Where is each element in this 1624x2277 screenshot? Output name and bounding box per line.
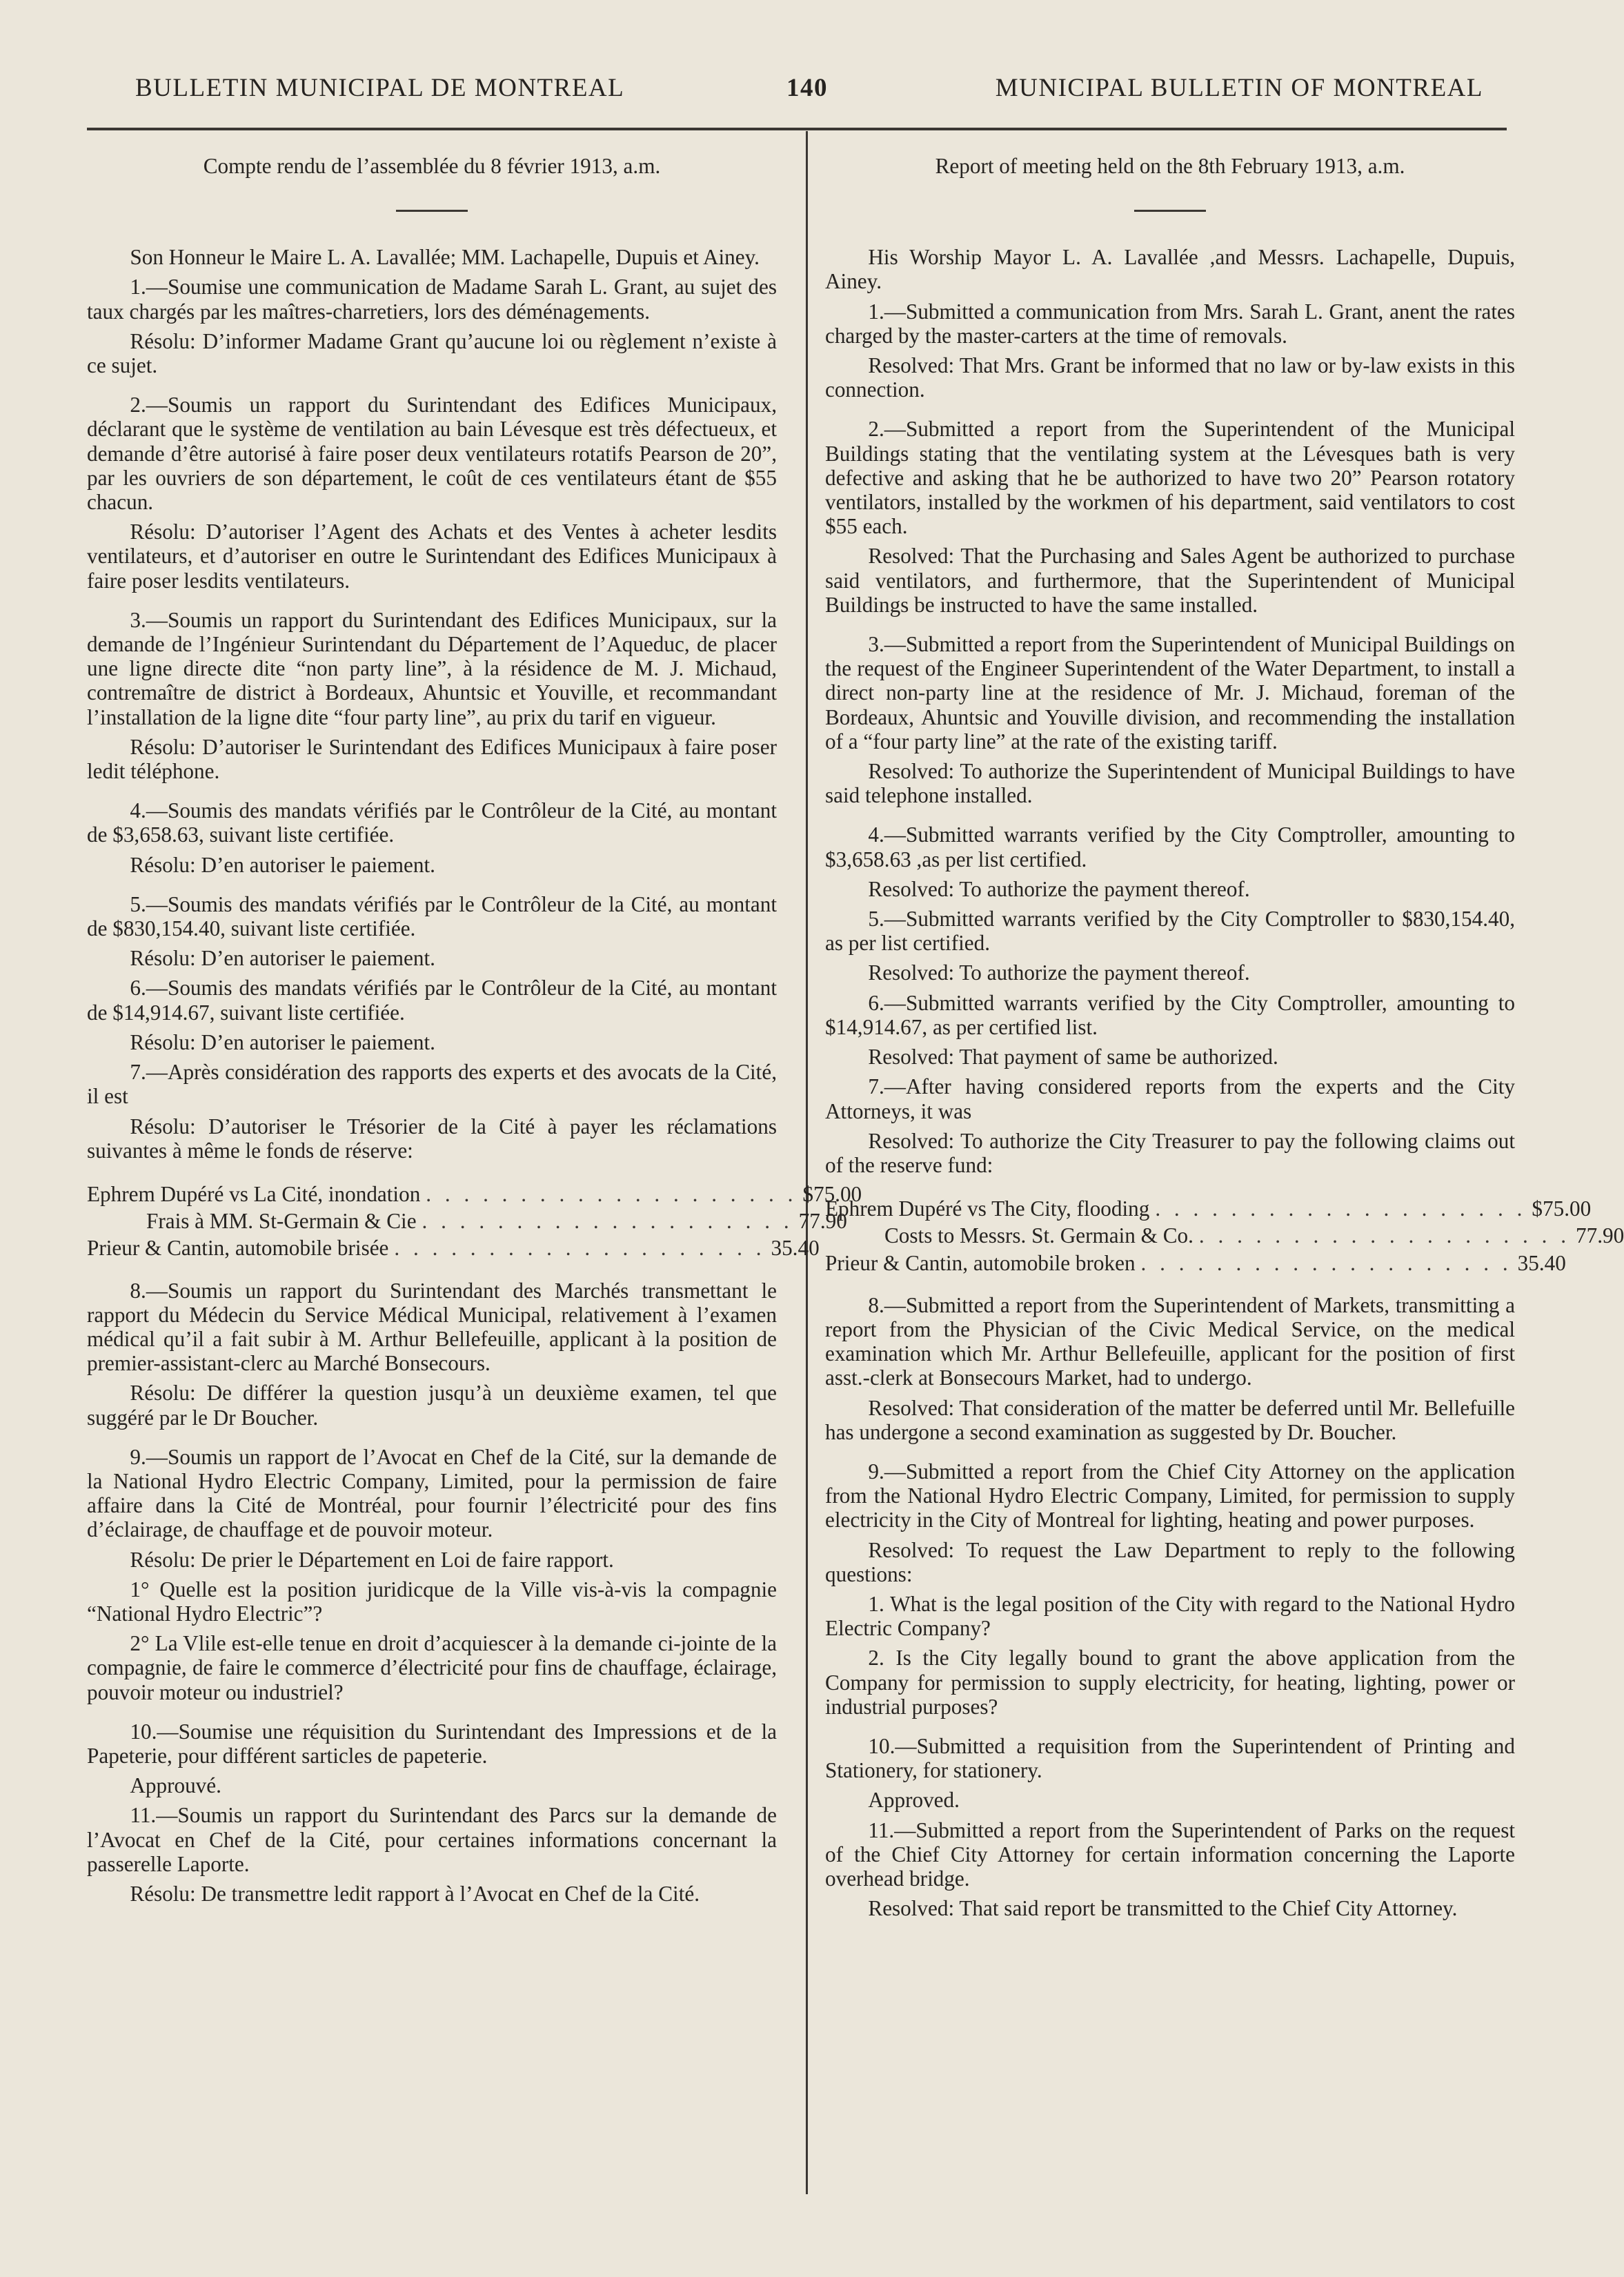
resolution-paragraph: Resolved: That payment of same be authorized.: [868, 1045, 1278, 1070]
attendance-paragraph: Son Honneur le Maire L. A. Lavallée; MM. Lachapelle, Dupuis et Ainey.: [130, 245, 760, 270]
minute-paragraph: 8.—Submitted a report from the Superintendent of Markets, transmitting a report from the Physician of the Civic Medical Service, on the medical examination which Mr. Arthur Bellefeuille, applicant for the position of first asst.-clerk at Bonsecours Market, had to undergo.: [825, 1292, 1515, 1390]
resolution-paragraph: Resolved: That consideration of the matter be deferred until Mr. Bellefuille has undergone a second examination as suggested by Dr. Boucher.: [825, 1395, 1515, 1444]
column-divider: [806, 131, 808, 2194]
resolution-paragraph: Resolved: To authorize the payment thereof.: [868, 960, 1250, 985]
minute-paragraph: 7.—Après considération des rapports des experts et des avocats de la Cité, il est: [87, 1060, 777, 1109]
claim-amount: $75.00: [802, 1181, 862, 1206]
minute-paragraph: 4.—Soumis des mandats vérifiés par le Contrôleur de la Cité, au montant de $3,658.63, suivant liste certifiée.: [87, 798, 777, 847]
resolution-paragraph: Resolved: To authorize the Superintendent of Municipal Buildings to have said telephone installed.: [825, 759, 1515, 808]
question-paragraph: 1° Quelle est la position juridicque de la Ville vis-à-vis la compagnie “National Hydro Electric”?: [87, 1577, 777, 1626]
minute-paragraph: 10.—Soumise une réquisition du Surintendant des Impressions et de la Papeterie, pour différent sarticles de papeterie.: [87, 1719, 777, 1768]
page-number: 140: [786, 74, 828, 102]
claim-amount: $75.00: [1532, 1196, 1592, 1221]
minute-paragraph: 11.—Soumis un rapport du Surintendant des Parcs sur la demande de l’Avocat en Chef de la Cité, pour certaines informations concernant la passerelle Laporte.: [87, 1803, 777, 1876]
resolution-paragraph: Resolved: To authorize the City Treasurer to pay the following claims out of the reserve fund:: [825, 1128, 1515, 1177]
meeting-title-english: Report of meeting held on the 8th February 1913, a.m.: [935, 154, 1405, 178]
minute-paragraph: 1.—Soumise une communication de Madame Sarah L. Grant, au sujet des taux chargés par les maîtres-charretiers, lors des déménagements.: [87, 275, 777, 324]
resolution-paragraph: Resolved: That said report be transmitted to the Chief City Attorney.: [868, 1896, 1458, 1921]
resolution-paragraph: Approuvé.: [130, 1773, 221, 1798]
claim-amount: 77.90: [798, 1209, 847, 1234]
resolution-paragraph: Approved.: [868, 1788, 960, 1813]
claims-list: [825, 1196, 1624, 1275]
claim-row: [87, 1209, 847, 1234]
minute-paragraph: 9.—Submitted a report from the Chief City Attorney on the application from the National Hydro Electric Company, Limited, for permission to supply electricity in the City of Montreal for lighting, heating and power purposes.: [825, 1459, 1515, 1532]
claims-list: [87, 1181, 862, 1261]
claim-description: Frais à MM. St-Germain & Cie: [146, 1209, 417, 1234]
claim-amount: 77.90: [1576, 1223, 1624, 1248]
resolution-paragraph: Resolved: To request the Law Department to reply to the following questions:: [825, 1537, 1515, 1586]
claim-description: Ephrem Dupéré vs The City, flooding: [825, 1196, 1150, 1221]
minute-paragraph: 3.—Submitted a report from the Superintendent of Municipal Buildings on the request of the Engineer Superintendent of the Water Department, to install a direct non-party line at the residence of Mr. J. Michaud, foreman of the Bordeaux, Ahuntsic and Youville division, and recommending the installation of a “four party line” at the rate of the existing tariff.: [825, 632, 1515, 753]
claim-amount: 35.40: [1517, 1250, 1566, 1275]
minute-paragraph: 4.—Submitted warrants verified by the City Comptroller, amounting to $3,658.63 ,as per list certified.: [825, 822, 1515, 871]
dot-leader: . . . . . . . . . . . . . . . . . . . .: [1155, 1196, 1527, 1221]
dot-leader: . . . . . . . . . . . . . . . . . . . .: [1198, 1223, 1570, 1248]
header-title-french: BULLETIN MUNICIPAL DE MONTREAL: [135, 74, 625, 102]
question-paragraph: 1. What is the legal position of the City with regard to the National Hydro Electric Company?: [825, 1591, 1515, 1641]
claim-description: Prieur & Cantin, automobile brisée: [87, 1236, 389, 1261]
minute-paragraph: 6.—Submitted warrants verified by the City Comptroller, amounting to $14,914.67, as per certified list.: [825, 990, 1515, 1039]
minute-paragraph: 2.—Submitted a report from the Superintendent of the Municipal Buildings stating that the ventilating system at the Lévesques bath is very defective and asking that he be authorized to have two 20” Pearson rotatory ventilators, installed by the workmen of his department, said ventilators to cost $55 each.: [825, 417, 1515, 539]
resolution-paragraph: Résolu: D’en autoriser le paiement.: [130, 852, 435, 877]
minute-paragraph: 5.—Soumis des mandats vérifiés par le Contrôleur de la Cité, au montant de $830,154.40, suivant liste certifiée.: [87, 891, 777, 941]
resolution-paragraph: Résolu: De prier le Département en Loi de faire rapport.: [130, 1547, 614, 1572]
claim-row: [825, 1250, 1566, 1275]
attendance-paragraph: His Worship Mayor L. A. Lavallée ,and Messrs. Lachapelle, Dupuis, Ainey.: [825, 245, 1515, 294]
french-column: [87, 141, 862, 1911]
english-column: [825, 141, 1624, 1926]
section-divider: [1134, 210, 1206, 212]
resolution-paragraph: Résolu: D’informer Madame Grant qu’aucune loi ou règlement n’existe à ce sujet.: [87, 328, 777, 378]
claim-description: Ephrem Dupéré vs La Cité, inondation: [87, 1181, 421, 1206]
resolution-paragraph: Résolu: De différer la question jusqu’à un deuxième examen, tel que suggéré par le Dr Boucher.: [87, 1381, 777, 1430]
dot-leader: . . . . . . . . . . . . . . . . . . . .: [426, 1181, 798, 1206]
minute-paragraph: 3.—Soumis un rapport du Surintendant des Edifices Municipaux, sur la demande de l’Ingénieur Surintendant du Département de l’Aqueduc, de placer une ligne directe dite “non party line”, à la résidence de M. J. Michaud, contremaître de district à Bordeaux, Ahuntsic et Youville, et recommandant l’installation de la ligne dite “four party line”, au prix du tarif en vigueur.: [87, 607, 777, 729]
page-header: [110, 66, 1483, 115]
resolution-paragraph: Resolved: To authorize the payment thereof.: [868, 876, 1250, 901]
resolution-paragraph: Résolu: D’autoriser le Surintendant des Edifices Municipaux à faire poser ledit téléphone.: [87, 734, 777, 784]
minute-paragraph: 2.—Soumis un rapport du Surintendant des Edifices Municipaux, déclarant que le système de ventilation au bain Lévesque est très défectueux, et demande d’être autorisé à faire poser deux ventilateurs rotatifs Pearson de 20”, par les ouvriers de son département, le coût de ces ventilateurs étant de $55 chacun.: [87, 393, 777, 515]
resolution-paragraph: Résolu: D’autoriser l’Agent des Achats et des Ventes à acheter lesdits ventilateurs, et d’autoriser en outre le Surintendant des Edifices Municipaux à faire poser lesdits ventilateurs.: [87, 520, 777, 593]
header-title-english: MUNICIPAL BULLETIN OF MONTREAL: [995, 74, 1483, 102]
minute-paragraph: 9.—Soumis un rapport de l’Avocat en Chef de la Cité, sur la demande de la National Hydro Electric Company, Limited, pour la permission de faire affaire dans la Cité de Montréal, pour fournir l’électricité pour des fins d’éclairage, de chauffage et de pouvoir moteur.: [87, 1444, 777, 1542]
question-paragraph: 2. Is the City legally bound to grant the above application from the Company for permission to supply electricity, for heating, lighting, power or industrial purposes?: [825, 1646, 1515, 1719]
minute-paragraph: 11.—Submitted a report from the Superintendent of Parks on the request of the Chief City Attorney for certain information concerning the Laporte overhead bridge.: [825, 1817, 1515, 1891]
header-rule: [87, 128, 1507, 130]
claim-amount: 35.40: [771, 1236, 820, 1261]
resolution-paragraph: Résolu: D’en autoriser le paiement.: [130, 946, 435, 971]
resolution-paragraph: Résolu: D’autoriser le Trésorier de la Cité à payer les réclamations suivantes à même le fonds de réserve:: [87, 1114, 777, 1163]
minute-paragraph: 10.—Submitted a requisition from the Superintendent of Printing and Stationery, for stationery.: [825, 1733, 1515, 1783]
minute-paragraph: 1.—Submitted a communication from Mrs. Sarah L. Grant, anent the rates charged by the master-carters at the time of removals.: [825, 299, 1515, 348]
resolution-paragraph: Résolu: D’en autoriser le paiement.: [130, 1029, 435, 1054]
minute-paragraph: 6.—Soumis des mandats vérifiés par le Contrôleur de la Cité, au montant de $14,914.67, suivant liste certifiée.: [87, 976, 777, 1025]
dot-leader: . . . . . . . . . . . . . . . . . . . .: [422, 1209, 793, 1234]
section-divider: [396, 210, 468, 212]
claim-description: Prieur & Cantin, automobile broken: [825, 1250, 1136, 1275]
claim-row: [87, 1181, 862, 1206]
claim-row: [87, 1236, 820, 1261]
resolution-paragraph: Resolved: That Mrs. Grant be informed that no law or by-law exists in this connection.: [825, 353, 1515, 402]
claim-row: [825, 1196, 1592, 1221]
claim-description: Costs to Messrs. St. Germain & Co.: [884, 1223, 1194, 1248]
meeting-title-french: Compte rendu de l’assemblée du 8 février 1913, a.m.: [203, 154, 661, 178]
resolution-paragraph: Resolved: That the Purchasing and Sales Agent be authorized to purchase said ventilators, and furthermore, that the Superintendent of Municipal Buildings be instructed to have the same installed.: [825, 544, 1515, 617]
question-paragraph: 2° La Vlile est-elle tenue en droit d’acquiescer à la demande ci-jointe de la compagnie, de faire le commerce d’électricité pour fins de chauffage, éclairage, pouvoir moteur ou industriel?: [87, 1631, 777, 1704]
minute-paragraph: 7.—After having considered reports from the experts and the City Attorneys, it was: [825, 1074, 1515, 1123]
minute-paragraph: 5.—Submitted warrants verified by the City Comptroller to $830,154.40, as per list certified.: [825, 907, 1515, 956]
dot-leader: . . . . . . . . . . . . . . . . . . . .: [394, 1236, 766, 1261]
claim-row: [825, 1223, 1624, 1248]
minute-paragraph: 8.—Soumis un rapport du Surintendant des Marchés transmettant le rapport du Médecin du Service Médical Municipal, relativement à l’examen médical qu’il a fait subir à M. Arthur Bellefeuille, applicant à la position de premier-assistant-clerc au Marché Bonsecours.: [87, 1278, 777, 1376]
resolution-paragraph: Résolu: De transmettre ledit rapport à l’Avocat en Chef de la Cité.: [130, 1881, 700, 1906]
dot-leader: . . . . . . . . . . . . . . . . . . . .: [1140, 1250, 1512, 1275]
